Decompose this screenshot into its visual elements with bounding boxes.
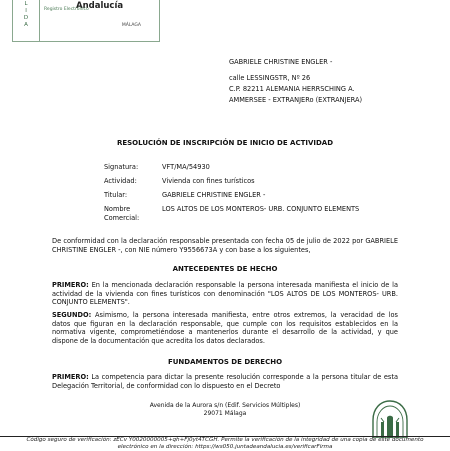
paragraph-text: Asimismo, la persona interesada manifiesta, entre otros extremos, la veracidad de los datos que figuran en la declaración responsable, que cumple con los requisitos establecidos en la normativa vigente, comprometiéndose a mantenerlos durante el desarrollo de la actividad, y que dispone de la documentación que acredita los datos declarados. xyxy=(52,311,398,345)
paragraph-text: La competencia para dictar la presente resolución corresponde a la persona titular de esta Delegación Territorial, de conformidad con lo dispuesto en el Decreto xyxy=(52,373,398,390)
fundamentos-primero xyxy=(52,373,398,390)
recipient-locality: AMMERSEE - EXTRANJERo (EXTRANJERA) xyxy=(229,96,363,104)
intro-paragraph: De conformidad con la declaración responsable presentada con fecha 05 de julio de 2022 por GABRIELE CHRISTINE ENGLER -, con NIE número Y9556673A y con base a los siguientes, xyxy=(52,237,398,254)
field-value-titular: GABRIELE CHRISTINE ENGLER - xyxy=(162,191,266,199)
stamp-registry-label: Registro Electrónico xyxy=(44,7,89,12)
office-address xyxy=(60,402,390,418)
stamp-organization: Andalucía xyxy=(76,1,124,11)
paragraph-lead: SEGUNDO: xyxy=(52,311,92,319)
address-line-1: Avenida de la Aurora s/n (Edif. Servicios Múltiples) xyxy=(149,402,301,409)
field-label-nombre: Nombre xyxy=(104,205,131,213)
field-label-comercial: Comercial: xyxy=(104,214,140,222)
address-line-2: 29071 Málaga xyxy=(203,410,247,417)
field-label-actividad: Actividad: xyxy=(104,177,137,185)
field-value-signatura: VFT/MA/54930 xyxy=(162,163,210,171)
recipient-postal: C.P. 82211 ALEMANIA HERRSCHING A. xyxy=(229,85,355,93)
stamp-city: MÁLAGA xyxy=(121,23,141,28)
verification-footer xyxy=(0,436,450,451)
stamp-letter: D xyxy=(23,15,29,21)
field-label-titular: Titular: xyxy=(104,191,128,199)
paragraph-lead: PRIMERO: xyxy=(52,373,89,381)
junta-andalucia-emblem xyxy=(366,398,414,438)
paragraph-text: En la mencionada declaración responsable la persona interesada manifiesta el inicio de la actividad de la vivienda con fines turísticos con denominación "LOS ALTOS DE LOS MONTEROS- URB. CONJUNTO ELEMENTS". xyxy=(52,281,398,307)
stamp-divider xyxy=(39,0,40,41)
recipient-name: GABRIELE CHRISTINE ENGLER - xyxy=(229,58,333,66)
footer-line-1: Código seguro de verificación: zECv Y0020000005+qh+Fj0yt4TCGH. Permite la verificación de la integridad de una copia de este documento xyxy=(26,437,424,443)
footer-line-2: electrónico en la dirección: https://ws050.juntadeandalucia.es/verificarFirma xyxy=(117,444,333,450)
antecedentes-segundo xyxy=(52,311,398,345)
stamp-letter: L xyxy=(24,1,28,7)
stamp-letter: A xyxy=(24,22,28,28)
field-value-actividad: Vivienda con fines turísticos xyxy=(162,177,255,185)
paragraph-lead: PRIMERO: xyxy=(52,281,89,289)
section-heading-antecedentes: ANTECEDENTES DE HECHO xyxy=(172,265,278,273)
stamp-vertical-text xyxy=(13,0,39,41)
stamp-letter: I xyxy=(25,8,27,14)
recipient-street: calle LESSINGSTR, Nº 26 xyxy=(229,74,311,82)
field-label-signatura: Signatura: xyxy=(104,163,139,171)
field-value-nombre-comercial: LOS ALTOS DE LOS MONTEROS- URB. CONJUNTO ELEMENTS xyxy=(162,205,360,213)
registry-stamp xyxy=(12,0,160,42)
page-title: RESOLUCIÓN DE INSCRIPCIÓN DE INICIO DE ACTIVIDAD xyxy=(116,139,334,147)
antecedentes-primero xyxy=(52,281,398,307)
section-heading-fundamentos: FUNDAMENTOS DE DERECHO xyxy=(167,358,283,366)
